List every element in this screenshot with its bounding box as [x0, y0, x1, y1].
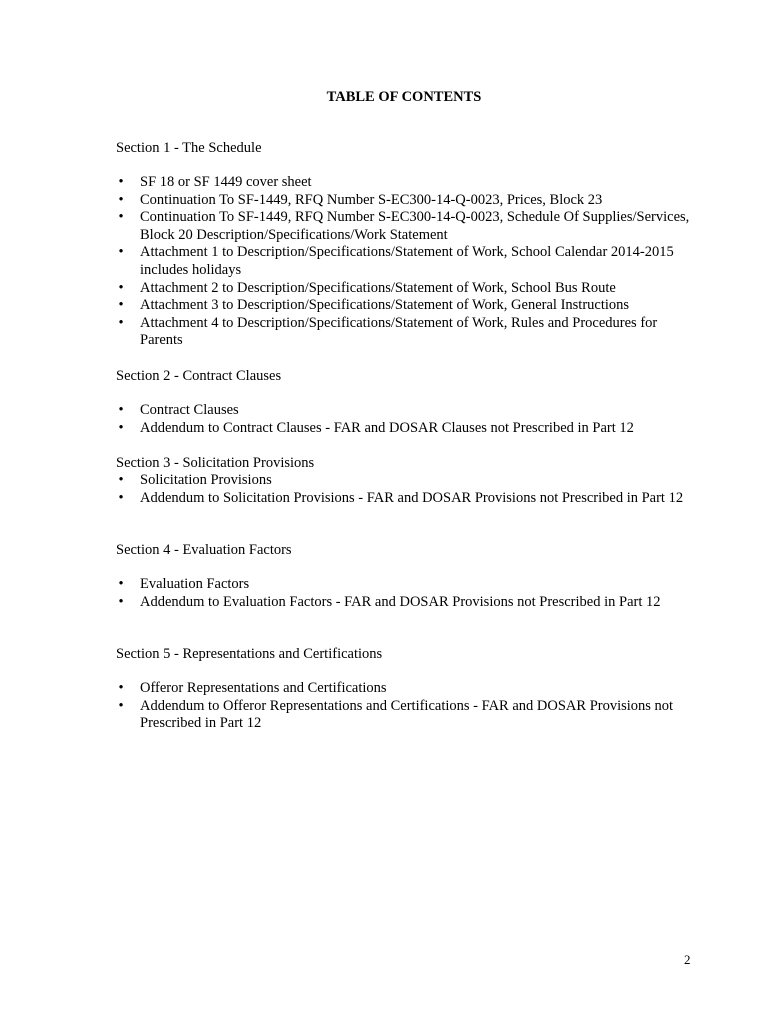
- list-item: [116, 680, 696, 698]
- list-item-text: Attachment 4 to Description/Specifications/Statement of Work, Rules and Procedures for Parents: [140, 314, 658, 349]
- bullet-icon: •: [118, 680, 124, 696]
- bullet-icon: •: [118, 279, 124, 296]
- bullet-icon: •: [118, 489, 124, 506]
- bullet-icon: •: [118, 472, 124, 488]
- bullet-icon: •: [118, 191, 124, 208]
- list-item: [116, 472, 696, 490]
- page-number: 2: [684, 952, 691, 967]
- list-item-text: Attachment 1 to Description/Specifications/Statement of Work, School Calendar 2014-2015 includes holidays: [140, 244, 674, 278]
- bullet-icon: •: [118, 402, 124, 418]
- section-heading: Section 4 - Evaluation Factors: [116, 542, 292, 558]
- section-heading: Section 3 - Solicitation Provisions: [116, 455, 315, 471]
- list-item-text: Contract Clauses: [140, 402, 239, 418]
- bullet-icon: •: [118, 576, 124, 592]
- section-heading: Section 5 - Representations and Certifications: [116, 646, 383, 662]
- list-item: [116, 490, 696, 508]
- bullet-icon: •: [118, 209, 124, 226]
- list-item-text: Solicitation Provisions: [140, 472, 272, 488]
- bullet-icon: •: [118, 174, 124, 190]
- list-item-text: SF 18 or SF 1449 cover sheet: [140, 174, 312, 190]
- toc-section-1: [116, 139, 696, 350]
- toc-section-2: [116, 367, 696, 437]
- page-title: TABLE OF CONTENTS: [326, 89, 482, 105]
- list-item: [116, 297, 696, 315]
- list-item-text: Addendum to Offeror Representations and Certifications - FAR and DOSAR Provisions not Prescribed in Part 12: [140, 697, 674, 732]
- bullet-icon: •: [118, 697, 124, 714]
- section-heading: Section 2 - Contract Clauses: [116, 368, 282, 384]
- list-item: [116, 174, 696, 192]
- list-item-text: Addendum to Evaluation Factors - FAR and DOSAR Provisions not Prescribed in Part 12: [140, 593, 661, 610]
- list-item: [116, 244, 696, 279]
- toc-section-4: [116, 541, 696, 611]
- list-item-text: Attachment 2 to Description/Specifications/Statement of Work, School Bus Route: [140, 279, 616, 296]
- section-heading: Section 1 - The Schedule: [116, 140, 262, 156]
- bullet-icon: •: [118, 593, 124, 610]
- bullet-icon: •: [118, 419, 124, 436]
- bullet-icon: •: [118, 244, 124, 261]
- list-item: [116, 209, 696, 244]
- bullet-icon: •: [118, 297, 124, 314]
- section-item-list: [116, 576, 696, 611]
- list-item-text: Attachment 3 to Description/Specifications/Statement of Work, General Instructions: [140, 297, 630, 314]
- section-item-list: [116, 402, 696, 437]
- list-item: [116, 698, 696, 733]
- list-item-text: Offeror Representations and Certifications: [140, 680, 387, 696]
- list-item-text: Evaluation Factors: [140, 576, 250, 592]
- list-item-text: Addendum to Solicitation Provisions - FAR and DOSAR Provisions not Prescribed in Part 12: [140, 489, 684, 506]
- list-item-text: Addendum to Contract Clauses - FAR and DOSAR Clauses not Prescribed in Part 12: [140, 419, 634, 436]
- list-item: [116, 402, 696, 420]
- toc-section-5: [116, 645, 696, 733]
- list-item: [116, 576, 696, 594]
- list-item: [116, 594, 696, 612]
- list-item: [116, 420, 696, 438]
- section-item-list: [116, 680, 696, 733]
- list-item-text: Continuation To SF-1449, RFQ Number S-EC300-14-Q-0023, Prices, Block 23: [140, 191, 603, 208]
- section-item-list: [116, 472, 696, 507]
- section-item-list: [116, 174, 696, 350]
- bullet-icon: •: [118, 314, 124, 331]
- toc-section-3: [116, 454, 696, 507]
- list-item-text: Continuation To SF-1449, RFQ Number S-EC300-14-Q-0023, Schedule Of Supplies/Services, Block 20 Description/Specifications/Work Statement: [140, 209, 690, 243]
- list-item: [116, 192, 696, 210]
- list-item: [116, 315, 696, 350]
- list-item: [116, 280, 696, 298]
